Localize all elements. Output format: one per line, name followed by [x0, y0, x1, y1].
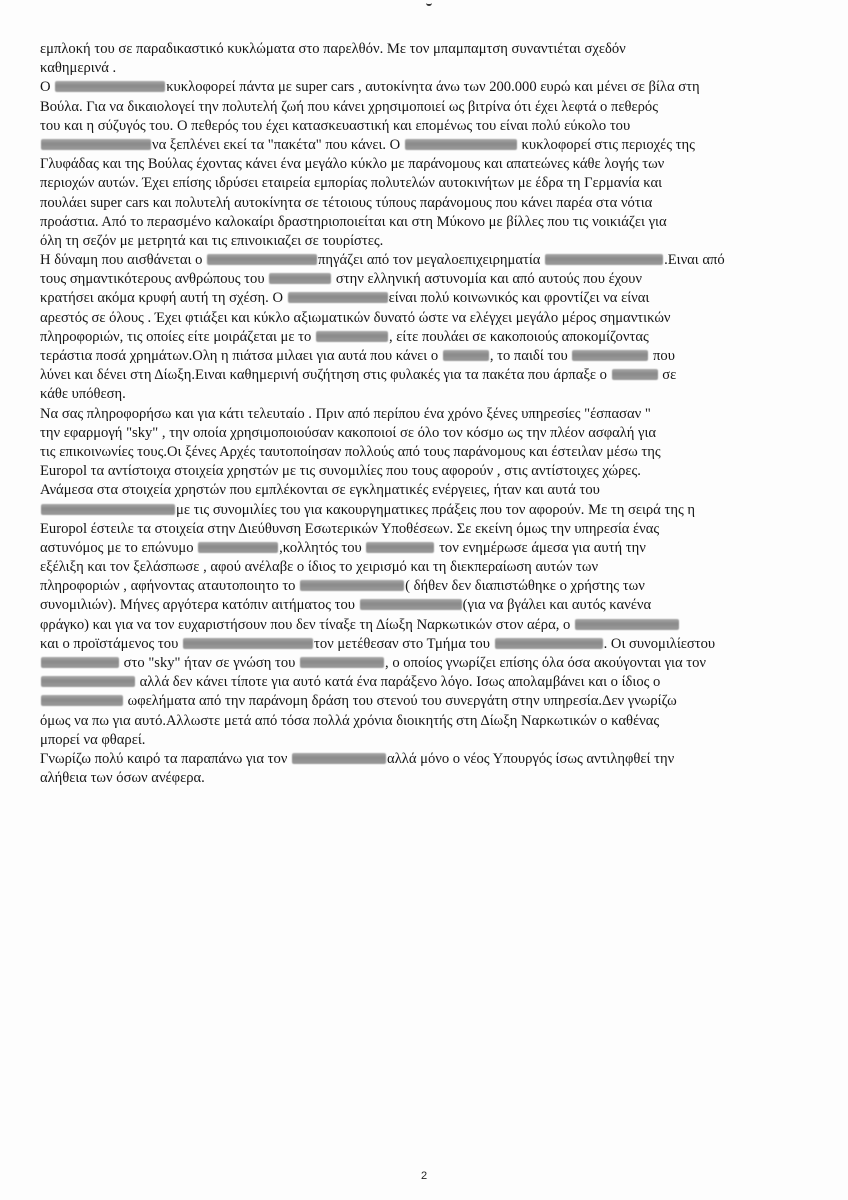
page-number: 2: [420, 1170, 428, 1182]
text-segment: συνομιλιών). Μήνες αργότερα κατόπιν αιτήματος του: [40, 597, 359, 614]
text-segment: τους σημαντικότερους ανθρώπους του: [40, 271, 269, 288]
text-line: [40, 654, 812, 673]
redaction-block: [41, 676, 135, 687]
text-line: [40, 501, 812, 520]
redaction-block: [360, 599, 462, 610]
text-segment: , το παιδί του: [489, 348, 572, 364]
text-segment: κρατήσει ακόμα κρυφή αυτή τη σχέση. Ο: [40, 290, 287, 307]
text-line: [40, 539, 812, 558]
text-line: [40, 328, 812, 347]
redaction-block: [292, 753, 386, 764]
text-segment: και ο προϊστάμενος του: [40, 635, 182, 652]
text-line: [40, 385, 812, 404]
text-segment: του και η σύζυγός του. Ο πεθερός του έχει κατασκευαστική και επομένως του είναι πολύ εύκολο του: [40, 117, 631, 134]
redaction-block: [198, 542, 278, 553]
redaction-block: [269, 273, 331, 284]
text-segment: Βούλα. Για να δικαιολογεί την πολυτελή ζωή που κάνει χρησιμοποιεί ως βιτρίνα ότι έχει λεφτά ο πεθερός: [40, 98, 658, 115]
redaction-block: [545, 254, 663, 265]
text-line: [40, 462, 812, 481]
text-segment: όλη τη σεζόν με μετρητά και τις επινοικιαζει σε τουρίστες.: [40, 232, 384, 249]
text-segment: πληροφοριών, τις οποίες είτε μοιράζεται με το: [40, 328, 315, 345]
text-line: [40, 635, 812, 654]
redaction-block: [41, 657, 119, 668]
text-segment: , ο οποίος γνωρίζει επίσης όλα όσα ακούγονται για τον: [385, 655, 707, 671]
text-line: [40, 750, 812, 769]
text-line: [40, 155, 812, 174]
text-line: [40, 117, 812, 136]
text-segment: . Οι συνομιλίεστου: [603, 635, 716, 652]
text-segment: εμπλοκή του σε παραδικαστικό κυκλώματα στο παρελθόν. Με τον μπαμπαμτση συναντιέται σχεδόν: [40, 41, 626, 57]
redaction-block: [55, 81, 165, 92]
text-segment: τεράστια ποσά χρημάτων.Ολη η πιάτσα μιλαει για αυτά που κάνει ο: [40, 348, 442, 364]
scan-mark: [426, 0, 432, 6]
text-line: [40, 769, 812, 788]
redaction-block: [207, 254, 317, 265]
text-line: [40, 596, 812, 615]
text-segment: Ο: [40, 79, 55, 96]
text-segment: προάστια. Από το περασμένο καλοκαίρι δραστηριοποιείται και στη Μύκονο με βίλλες που τις νοικιάζει για: [40, 213, 667, 230]
text-line: [40, 59, 812, 78]
text-segment: περιοχών αυτών. Έχει επίσης ιδρύσει εταιρεία εμπορίας πολυτελών αυτοκινήτων με έδρα τη Γερμανία και: [40, 175, 663, 192]
text-line: [40, 481, 812, 500]
text-line: [40, 443, 812, 462]
text-segment: τον ενημέρωσε άμεσα για αυτή την: [435, 539, 646, 556]
document-body: [40, 40, 812, 788]
redaction-block: [572, 350, 648, 361]
redaction-block: [575, 619, 679, 630]
text-segment: να ξεπλένει εκεί τα "πακέτα" που κάνει. Ο: [152, 136, 404, 153]
text-line: [40, 213, 812, 232]
redaction-block: [612, 369, 658, 380]
text-segment: αλλά δεν κάνει τίποτε για αυτό κατά ένα παράξενο λόγο. Ισως απολαμβάνει και ο ίδιος ο: [136, 674, 661, 691]
text-line: [40, 40, 812, 59]
text-segment: εξέλιξη και τον ξελάσπωσε , αφού ανέλαβε ο ίδιος το χειρισμό και τη διεκπεραίωση αυτών των: [40, 559, 599, 576]
text-line: [40, 424, 812, 443]
text-segment: σε: [658, 367, 677, 384]
text-segment: Γνωρίζω πολύ καιρό τα παραπάνω για τον: [40, 750, 292, 767]
text-segment: αρεστός σε όλους . Έχει φτιάξει και κύκλο αξιωματικών δυνατό ώστε να ελέγχει μεγάλο μέρος σημαντικών: [40, 309, 671, 326]
redaction-block: [300, 657, 384, 668]
text-line: [40, 692, 812, 711]
redaction-block: [443, 350, 489, 361]
text-segment: τον μετέθεσαν στο Τμήμα του: [313, 635, 494, 652]
text-line: [40, 289, 812, 308]
text-segment: πουλάει super cars και πολυτελή αυτοκίνητα σε τέτοιους τύπους παράνομους που κάνει παρέα στα νότια: [40, 194, 653, 211]
text-segment: αστυνόμος με το επώνυμο: [40, 539, 198, 556]
text-segment: Ανάμεσα στα στοιχεία χρηστών που εμπλέκονται σε εγκληματικές ενέργειες, ήταν και αυτά του: [40, 482, 600, 499]
text-segment: στο "sky" ήταν σε γνώση του: [120, 655, 300, 671]
text-segment: , είτε πουλάει σε κακοποιούς αποκομίζοντας: [388, 328, 649, 345]
text-line: [40, 270, 812, 289]
text-segment: με τις συνομιλίες του για κακουργηματικες πράξεις που τον αφορούν. Με τη σειρά της η: [176, 501, 696, 518]
text-segment: όμως να πω για αυτό.Αλλωστε μετά από τόσα πολλά χρόνια διοικητής στη Δίωξη Ναρκωτικών ο καθένας: [40, 712, 660, 729]
redaction-block: [366, 542, 434, 553]
text-segment: ,κολλητός του: [279, 539, 366, 556]
text-line: [40, 98, 812, 117]
redaction-block: [183, 638, 313, 649]
text-segment: λύνει και δένει στη Δίωξη.Ειναι καθημερινή συζήτηση στις φυλακές για τα πακέτα που άρπαξε ο: [40, 367, 611, 384]
text-line: [40, 174, 812, 193]
text-segment: την εφαρμογή "sky" , την οποία χρησιμοποιούσαν κακοποιοί σε όλο τον κόσμο ως την πλέον ασφαλή για: [40, 424, 657, 441]
text-segment: πηγάζει από τον μεγαλοεπιχειρηματία: [318, 252, 545, 269]
text-segment: Η δύναμη που αισθάνεται ο: [40, 252, 207, 269]
text-line: [40, 405, 812, 424]
text-segment: κυκλοφορεί πάντα με super cars , αυτοκίνητα άνω των 200.000 ευρώ και μένει σε βίλα στη: [166, 79, 700, 96]
text-line: [40, 731, 812, 750]
text-line: [40, 577, 812, 596]
text-segment: πληροφοριών , αφήνοντας αταυτοποιητο το: [40, 578, 300, 595]
redaction-block: [41, 695, 123, 706]
text-segment: Europol έστειλε τα στοιχεία στην Διεύθυνση Εσωτερικών Υποθέσεων. Σε εκείνη όμως την υπηρεσία ένας: [40, 520, 660, 537]
text-line: [40, 194, 812, 213]
text-line: [40, 520, 812, 539]
text-segment: Γλυφάδας και της Βούλας έχοντας κάνει ένα μεγάλο κύκλο με παράνομους και απατεώνες κάθε λογής των: [40, 156, 665, 173]
text-line: [40, 232, 812, 251]
text-segment: Να σας πληροφορήσω και για κάτι τελευταίο . Πριν από περίπου ένα χρόνο ξένες υπηρεσίες "έσπασαν ": [40, 405, 651, 422]
redaction-block: [41, 504, 175, 515]
text-segment: ωφελήματα από την παράνομη δράση του στενού του συνεργάτη στην υπηρεσία.Δεν γνωρίζω: [124, 693, 677, 710]
text-segment: (για να βγάλει και αυτός κανένα: [462, 597, 652, 614]
text-segment: στην ελληνική αστυνομία και από αυτούς που έχουν: [332, 271, 643, 288]
text-line: [40, 616, 812, 635]
text-segment: .Ειναι από: [664, 252, 725, 269]
text-line: [40, 136, 812, 155]
text-segment: κάθε υπόθεση.: [40, 386, 126, 403]
text-segment: είναι πολύ κοινωνικός και φροντίζει να είναι: [388, 290, 650, 307]
text-line: [40, 78, 812, 97]
text-line: [40, 366, 812, 385]
redaction-block: [316, 331, 388, 342]
text-line: [40, 251, 812, 270]
text-segment: αλήθεια των όσων ανέφερα.: [40, 770, 205, 787]
redaction-block: [495, 638, 603, 649]
redaction-block: [405, 139, 517, 150]
text-segment: Europol τα αντίστοιχα στοιχεία χρηστών με τις συνομιλίες που τους αφορούν , στις αντίστοιχες χώρες.: [40, 463, 641, 480]
text-line: [40, 673, 812, 692]
text-line: [40, 347, 812, 366]
text-segment: φράγκο) και για να τον ευχαριστήσουν που δεν τίναξε τη Δίωξη Ναρκωτικών στον αέρα, ο: [40, 616, 574, 633]
text-segment: ( δήθεν δεν διαπιστώθηκε ο χρήστης των: [405, 578, 645, 595]
text-line: [40, 712, 812, 731]
redaction-block: [288, 292, 388, 303]
text-segment: κυκλοφορεί στις περιοχές της: [517, 136, 695, 153]
text-segment: καθημερινά .: [40, 60, 117, 77]
text-line: [40, 558, 812, 577]
redaction-block: [41, 139, 151, 150]
text-segment: αλλά μόνο ο νέος Υπουργός ίσως αντιληφθεί την: [387, 750, 675, 767]
text-segment: μπορεί να φθαρεί.: [40, 731, 146, 748]
text-line: [40, 309, 812, 328]
redaction-block: [300, 580, 404, 591]
text-segment: τις επικοινωνίες τους.Οι ξένες Αρχές ταυτοποίησαν πολλούς από τους παράνομους και έστειλαν μέσω της: [40, 443, 661, 460]
text-segment: που: [649, 348, 675, 364]
